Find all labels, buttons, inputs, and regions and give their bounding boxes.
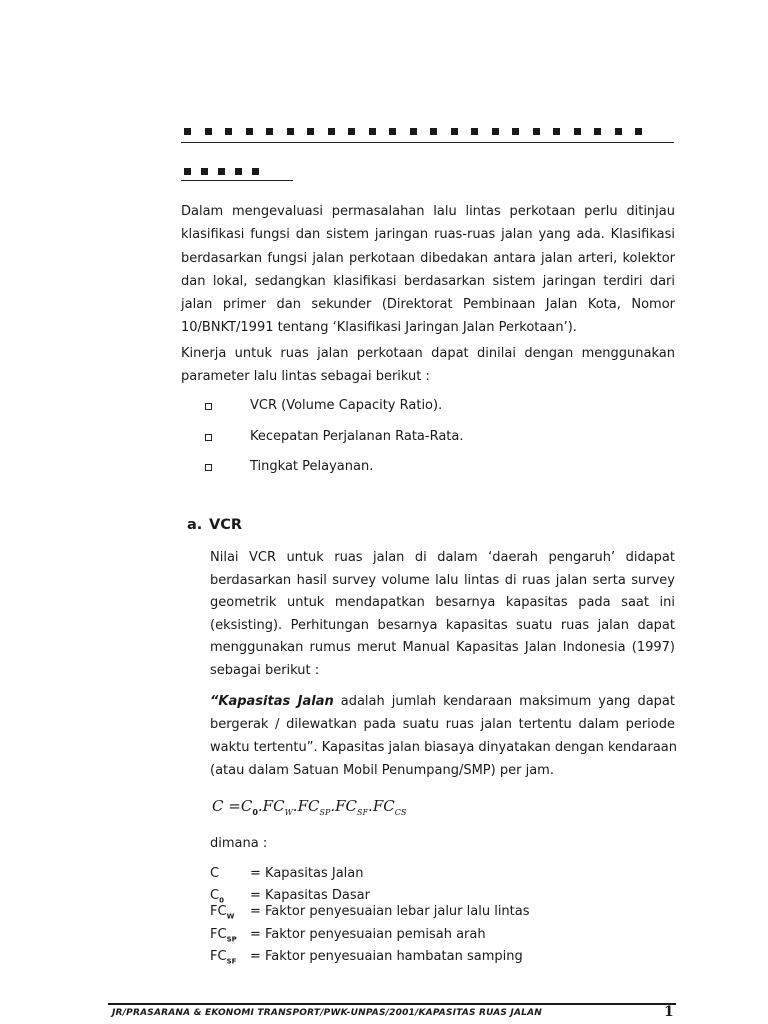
text-line: (atau dalam Satuan Mobil Penumpang/SMP) per jam. [210,763,554,778]
checkbox-bullet-icon [205,434,212,441]
section-heading-vcr [187,517,242,533]
defined-term: “Kapasitas Jalan [210,694,334,709]
checkbox-bullet-icon [205,403,212,410]
page-number: 1 [664,1004,674,1020]
variable-symbol: C [210,866,220,881]
formula-sub: CS [394,808,407,817]
heading-underline-2 [181,180,293,181]
checkbox-bullet-icon [205,464,212,471]
formula-term: FC [262,797,285,815]
formula-term: FC [372,797,395,815]
variable-desc: = Kapasitas Dasar [250,888,370,903]
vcr-paragraph [210,547,675,683]
text-line: jalan primer dan sekunder (Direktorat Pembinaan Jalan Kota, Nomor [181,297,675,313]
text-line: sebagai berikut : [210,662,320,678]
text-line: berdasarkan fungsi jalan perkotaan dibedakan antara jalan arteri, kolektor [181,250,675,266]
formula-term: FC [297,797,320,815]
formula-sub: SP [319,808,331,817]
section-letter: a. [187,517,203,533]
redacted-heading-line-2 [184,168,269,175]
variable-symbol: $C_0$ [210,888,224,905]
definition-paragraph [210,690,678,782]
list-item-text: VCR (Volume Capacity Ratio). [250,398,443,413]
text-line: menggunakan rumus merut Manual Kapasitas Jalan Indonesia (1997) [210,640,675,656]
redacted-heading-line-1 [184,128,656,135]
formula-base-sub: 0 [252,808,258,817]
text-line: dan lokal, sedangkan klasifikasi berdasarkan sistem jaringan terdiri dari [181,273,675,289]
capacity-formula: $C =C_0.FC_W.FC_{SP}.FC_{SF}.FC_{CS}$ [212,797,407,817]
kinerja-paragraph [181,342,675,389]
text-line: Nilai VCR untuk ruas jalan di dalam ‘daerah pengaruh’ didapat [210,550,675,565]
footer-text: JR/PRASARANA & EKONOMI TRANSPORT/PWK-UNPAS/2001/KAPASITAS RUAS JALAN [112,1008,542,1018]
variable-desc: = Kapasitas Jalan [250,866,364,881]
text-line: Dalam mengevaluasi permasalahan lalu lintas perkotaan perlu ditinjau [181,204,675,219]
text-line: Kinerja untuk ruas jalan perkotaan dapat dinilai dengan menggunakan [181,346,675,361]
list-item-text: Kecepatan Perjalanan Rata-Rata. [250,428,464,444]
formula-equals: = [223,797,241,815]
formula-sub: SF [357,808,369,817]
text-line: 10/BNKT/1991 tentang ‘Klasifikasi Jaringan Jalan Perkotaan’). [181,320,577,336]
variable-desc: = Faktor penyesuaian pemisah arah [250,927,486,942]
variable-desc: = Faktor penyesuaian lebar jalur lalu lintas [250,904,530,919]
list-item-text: Tingkat Pelayanan. [250,459,374,474]
footer-rule [108,1003,676,1005]
variable-desc: = Faktor penyesuaian hambatan samping [250,949,523,964]
formula-lhs: C [212,797,224,815]
text-line [210,690,675,713]
text-line: waktu tertentu”. Kapasitas jalan biasaya dinyatakan dengan kendaraan [210,740,678,755]
variable-symbol: $FC_{SP}$ [210,927,237,944]
text-line: parameter lalu lintas sebagai berikut : [181,369,430,385]
formula-base: C [240,797,253,815]
text-fragment: adalah jumlah kendaraan maksimum yang dapat [333,694,675,709]
formula-sub: W [284,808,293,817]
text-line: bergerak / dilewatkan pada suatu ruas jalan tertentu dalam periode [210,717,675,732]
intro-paragraph [181,200,675,340]
text-line: berdasarkan hasil survey volume lalu lintas di ruas jalan serta survey [210,572,675,588]
variable-symbol: $FC_{SF}$ [210,949,237,966]
section-title: VCR [209,517,243,533]
variable-symbol: $FC_W$ [210,904,235,921]
text-line: geometrik untuk mendapatkan besarnya kapasitas pada saat ini [210,595,675,611]
text-line: klasifikasi fungsi dan sistem jaringan ruas-ruas jalan yang ada. Klasifikasi [181,227,675,243]
dimana-label: dimana : [210,836,268,851]
text-line: (eksisting). Perhitungan besarnya kapasitas suatu ruas jalan dapat [210,617,675,633]
heading-underline-1 [181,142,674,143]
formula-term: FC [335,797,358,815]
